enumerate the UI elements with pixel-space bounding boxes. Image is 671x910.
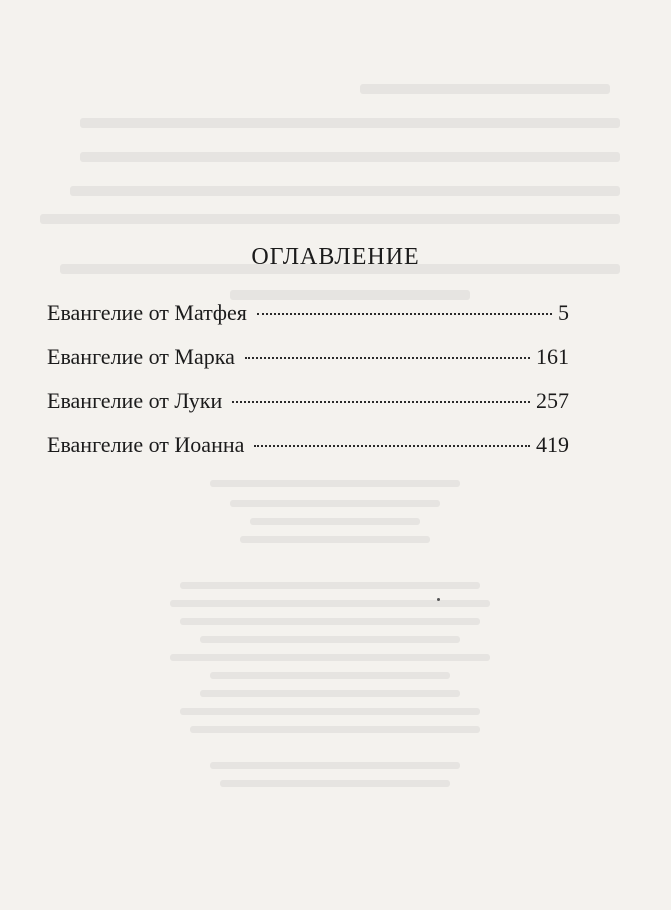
- toc-entry-page: 5: [558, 300, 569, 325]
- toc-entry-page: 257: [536, 388, 569, 413]
- toc-dot-leader: [254, 445, 530, 447]
- toc-title: ОГЛАВЛЕНИЕ: [251, 244, 420, 271]
- toc-entry-label: Евангелие от Луки: [47, 388, 223, 413]
- toc-entry-label: Евангелие от Иоанна: [47, 432, 245, 457]
- toc-entry[interactable]: [47, 386, 569, 430]
- toc-dot-leader: [245, 357, 530, 359]
- toc-entry-page: 161: [536, 344, 569, 369]
- toc-dot-leader: [257, 313, 552, 315]
- toc-entry-page: 419: [536, 432, 569, 457]
- stray-mark: [437, 598, 440, 601]
- toc-entry-label: Евангелие от Марка: [47, 344, 235, 369]
- toc-entry[interactable]: [47, 342, 569, 386]
- toc-entry[interactable]: [47, 298, 569, 342]
- toc-dot-leader: [232, 401, 530, 403]
- toc-entry-label: Евангелие от Матфея: [47, 300, 247, 325]
- table-of-contents: [47, 298, 569, 474]
- toc-entry[interactable]: [47, 430, 569, 474]
